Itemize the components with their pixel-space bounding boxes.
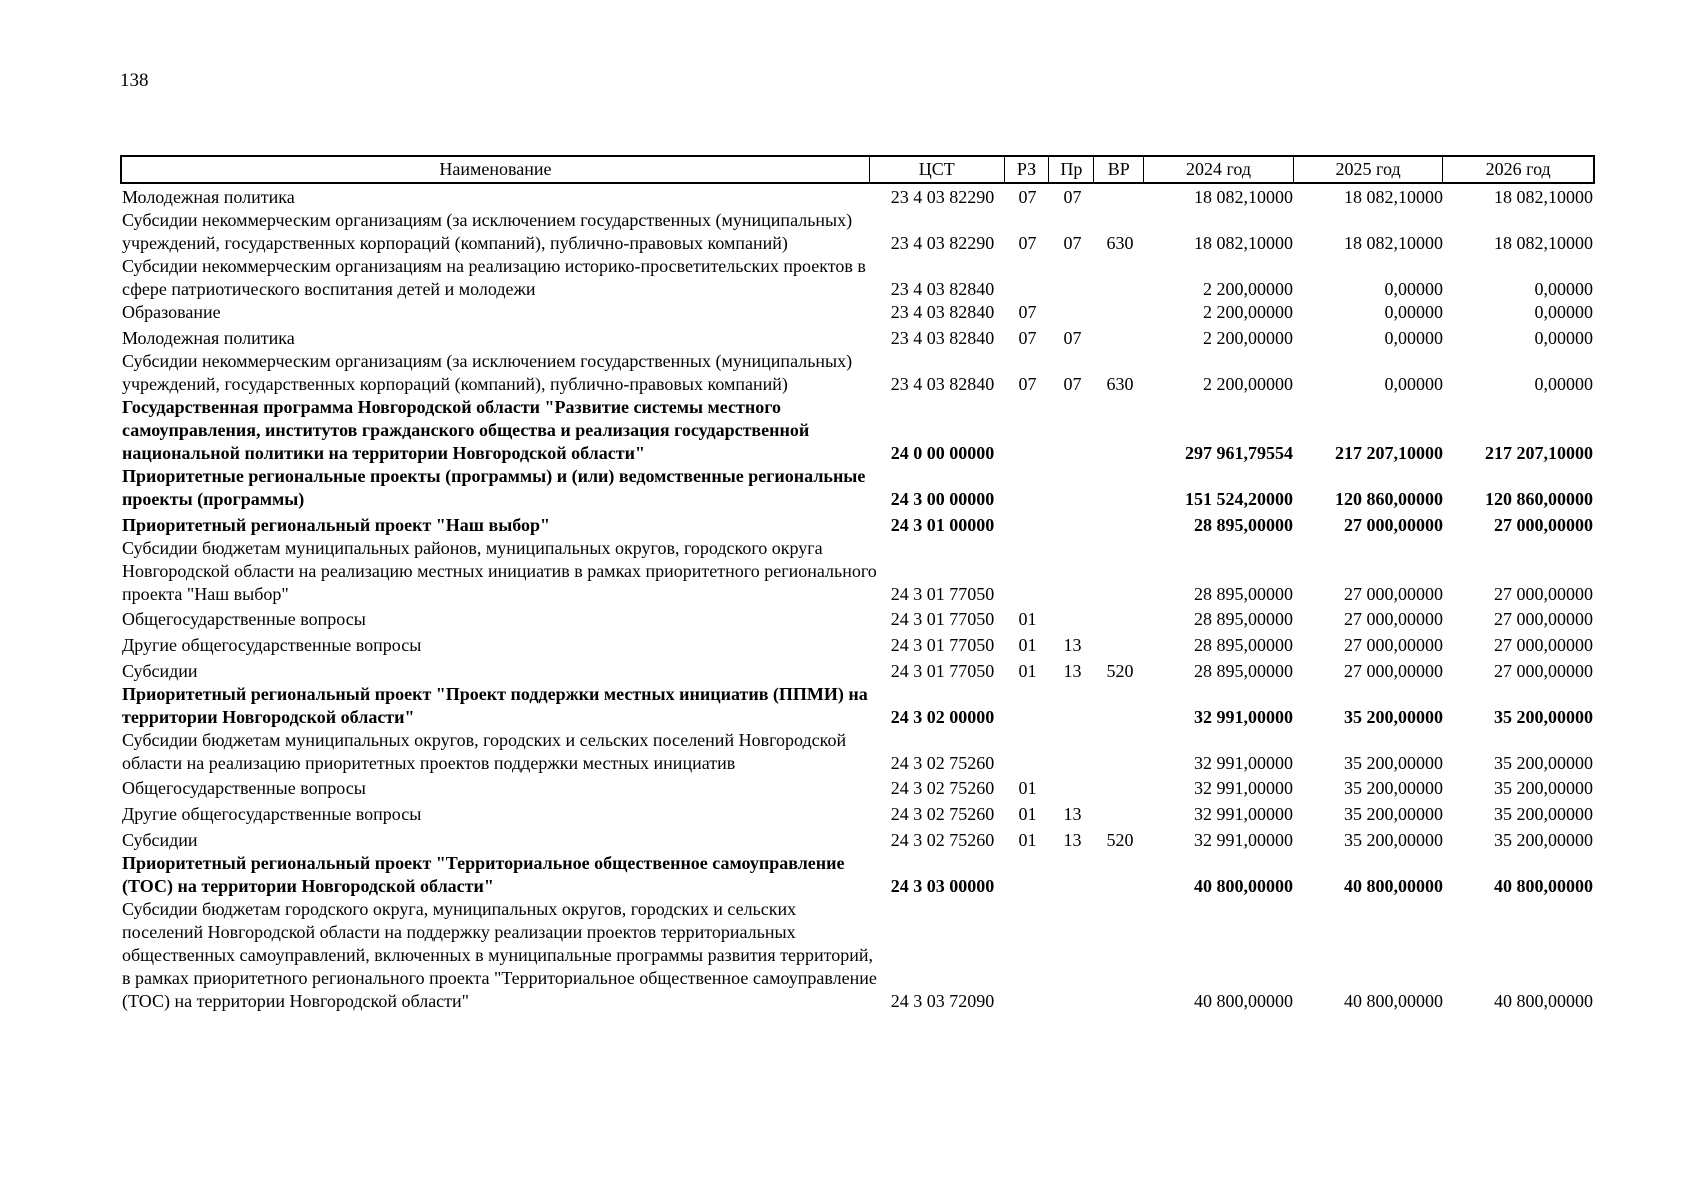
row-2026: 0,00000	[1534, 302, 1593, 322]
table-row	[120, 350, 1595, 396]
row-2025: 0,00000	[1384, 374, 1443, 394]
row-2025: 40 800,00000	[1344, 991, 1443, 1011]
table-row	[120, 514, 1595, 537]
row-name: Государственная программа Новгородской области "Развитие системы местного самоуправления, институтов гражданского общества и реализация государственной национальной политики на территории Новгородской области"	[122, 397, 810, 463]
row-2026: 18 082,10000	[1494, 187, 1593, 207]
row-2025: 0,00000	[1384, 302, 1443, 322]
row-name: Другие общегосударственные вопросы	[122, 635, 422, 655]
row-2026: 35 200,00000	[1494, 753, 1593, 773]
row-2025: 35 200,00000	[1344, 753, 1443, 773]
row-name: Субсидии бюджетам муниципальных районов, муниципальных округов, городского округа Новгородской области на реализацию местных инициатив в рамках приоритетного регионального проекта "Наш выбор"	[122, 538, 877, 604]
header-name: Наименование	[122, 157, 870, 182]
row-cst: 24 3 03 72090	[890, 991, 995, 1011]
row-vr: 520	[1106, 830, 1134, 850]
row-cst: 23 4 03 82840	[890, 374, 995, 394]
row-2026: 27 000,00000	[1494, 661, 1593, 681]
row-cst: 24 3 01 77050	[890, 661, 995, 681]
table-row	[120, 898, 1595, 1013]
row-2025: 27 000,00000	[1344, 635, 1443, 655]
row-2026: 18 082,10000	[1494, 233, 1593, 253]
row-cst: 23 4 03 82840	[890, 302, 995, 322]
row-pr: 07	[1063, 187, 1082, 207]
table-row	[120, 186, 1595, 209]
row-2025: 35 200,00000	[1344, 778, 1443, 798]
row-2024: 2 200,00000	[1203, 302, 1293, 322]
row-2024: 32 991,00000	[1194, 778, 1293, 798]
row-2025: 27 000,00000	[1344, 515, 1443, 535]
row-2026: 40 800,00000	[1494, 991, 1593, 1011]
row-2026: 217 207,10000	[1485, 443, 1593, 463]
table-row	[120, 683, 1595, 729]
row-2025: 35 200,00000	[1344, 707, 1443, 727]
row-pr: 07	[1063, 328, 1082, 348]
row-name: Субсидии некоммерческим организациям на реализацию историко-просветительских проектов в сфере патриотического воспитания детей и молодежи	[122, 256, 866, 299]
row-name: Субсидии некоммерческим организациям (за исключением государственных (муниципальных) учреждений, государственных корпораций (компаний), публично-правовых компаний)	[122, 351, 853, 394]
header-pr: Пр	[1049, 157, 1094, 182]
row-2024: 28 895,00000	[1194, 609, 1293, 629]
row-cst: 24 3 02 00000	[890, 707, 995, 727]
row-2026: 27 000,00000	[1494, 635, 1593, 655]
row-rz: 07	[1018, 302, 1037, 322]
row-name: Другие общегосударственные вопросы	[122, 804, 422, 824]
table-row	[120, 537, 1595, 606]
row-cst: 24 3 03 00000	[890, 876, 995, 896]
row-name: Субсидии бюджетам муниципальных округов, городских и сельских поселений Новгородской области на реализацию приоритетных проектов поддержки местных инициатив	[122, 730, 847, 773]
row-2025: 35 200,00000	[1344, 804, 1443, 824]
row-name: Образование	[122, 302, 221, 322]
row-2024: 2 200,00000	[1203, 374, 1293, 394]
header-rz: РЗ	[1005, 157, 1050, 182]
row-cst: 24 0 00 00000	[890, 443, 995, 463]
row-2024: 32 991,00000	[1194, 753, 1293, 773]
table-row	[120, 608, 1595, 631]
row-cst: 24 3 02 75260	[890, 753, 995, 773]
row-2026: 0,00000	[1534, 328, 1593, 348]
row-name: Приоритетный региональный проект "Проект поддержки местных инициатив (ППМИ) на территории Новгородской области"	[122, 684, 868, 727]
table-row	[120, 729, 1595, 775]
row-2025: 120 860,00000	[1335, 489, 1443, 509]
row-2024: 32 991,00000	[1194, 804, 1293, 824]
row-2024: 40 800,00000	[1194, 876, 1293, 896]
row-cst: 23 4 03 82290	[890, 233, 995, 253]
row-2024: 18 082,10000	[1194, 187, 1293, 207]
row-2024: 28 895,00000	[1194, 515, 1293, 535]
row-name: Приоритетные региональные проекты (программы) и (или) ведомственные региональные проекты (программы)	[122, 466, 866, 509]
row-2026: 35 200,00000	[1494, 707, 1593, 727]
row-cst: 23 4 03 82290	[890, 187, 995, 207]
table-body	[120, 186, 1595, 1013]
row-cst: 24 3 02 75260	[890, 830, 995, 850]
row-2026: 120 860,00000	[1485, 489, 1593, 509]
row-2024: 40 800,00000	[1194, 991, 1293, 1011]
header-vr: ВР	[1094, 157, 1144, 182]
row-cst: 23 4 03 82840	[890, 279, 995, 299]
row-2024: 28 895,00000	[1194, 584, 1293, 604]
row-2025: 18 082,10000	[1344, 233, 1443, 253]
row-rz: 01	[1018, 830, 1037, 850]
row-2025: 0,00000	[1384, 279, 1443, 299]
row-2026: 35 200,00000	[1494, 830, 1593, 850]
page-number: 138	[120, 70, 149, 91]
row-2026: 35 200,00000	[1494, 778, 1593, 798]
row-rz: 01	[1018, 804, 1037, 824]
table-row	[120, 829, 1595, 852]
row-rz: 07	[1018, 374, 1037, 394]
row-2026: 0,00000	[1534, 374, 1593, 394]
row-name: Молодежная политика	[122, 187, 295, 207]
row-name: Приоритетный региональный проект "Наш выбор"	[122, 515, 551, 535]
row-cst: 24 3 00 00000	[890, 489, 995, 509]
row-cst: 24 3 01 77050	[890, 609, 995, 629]
row-vr: 630	[1106, 374, 1134, 394]
row-2024: 297 961,79554	[1185, 443, 1293, 463]
row-2026: 27 000,00000	[1494, 515, 1593, 535]
row-2025: 27 000,00000	[1344, 609, 1443, 629]
row-2025: 217 207,10000	[1335, 443, 1443, 463]
table-row	[120, 803, 1595, 826]
row-2025: 40 800,00000	[1344, 876, 1443, 896]
row-2025: 18 082,10000	[1344, 187, 1443, 207]
row-name: Субсидии некоммерческим организациям (за исключением государственных (муниципальных) учреждений, государственных корпораций (компаний), публично-правовых компаний)	[122, 210, 853, 253]
table-row	[120, 301, 1595, 324]
row-2026: 27 000,00000	[1494, 609, 1593, 629]
row-name: Общегосударственные вопросы	[122, 778, 366, 798]
row-rz: 07	[1018, 187, 1037, 207]
table-row	[120, 852, 1595, 898]
row-rz: 01	[1018, 609, 1037, 629]
table-row	[120, 255, 1595, 301]
row-rz: 01	[1018, 778, 1037, 798]
row-2024: 32 991,00000	[1194, 707, 1293, 727]
row-vr: 630	[1106, 233, 1134, 253]
row-2025: 35 200,00000	[1344, 830, 1443, 850]
row-name: Молодежная политика	[122, 328, 295, 348]
row-name: Приоритетный региональный проект "Территориальное общественное самоуправление (ТОС) на территории Новгородской области"	[122, 853, 845, 896]
row-2024: 2 200,00000	[1203, 328, 1293, 348]
row-2025: 27 000,00000	[1344, 584, 1443, 604]
table-row	[120, 327, 1595, 350]
row-2024: 151 524,20000	[1185, 489, 1293, 509]
row-2026: 0,00000	[1534, 279, 1593, 299]
row-2024: 2 200,00000	[1203, 279, 1293, 299]
row-2025: 27 000,00000	[1344, 661, 1443, 681]
table-row	[120, 777, 1595, 800]
table-row	[120, 209, 1595, 255]
row-name: Субсидии	[122, 661, 198, 681]
row-2026: 35 200,00000	[1494, 804, 1593, 824]
row-pr: 13	[1063, 830, 1082, 850]
row-pr: 07	[1063, 374, 1082, 394]
row-2024: 18 082,10000	[1194, 233, 1293, 253]
row-pr: 13	[1063, 661, 1082, 681]
table-header	[120, 155, 1595, 184]
header-2026: 2026 год	[1485, 159, 1551, 179]
row-2026: 27 000,00000	[1494, 584, 1593, 604]
row-name: Общегосударственные вопросы	[122, 609, 366, 629]
row-name: Субсидии бюджетам городского округа, муниципальных округов, городских и сельских поселений Новгородской области на поддержку реализации проектов территориальных общественных самоуправлений, включенных в муниципальные программы развития территорий, в рамках приоритетного регионального проекта "Территориальное общественное самоуправление (ТОС) на территории Новгородской области"	[122, 899, 877, 1011]
row-2026: 40 800,00000	[1494, 876, 1593, 896]
table-row	[120, 396, 1595, 465]
header-cst: ЦСТ	[870, 157, 1005, 182]
table-row	[120, 634, 1595, 657]
header-2025: 2025 год	[1294, 157, 1444, 182]
row-cst: 24 3 02 75260	[890, 778, 995, 798]
row-pr: 13	[1063, 804, 1082, 824]
row-cst: 24 3 01 77050	[890, 635, 995, 655]
row-2025: 0,00000	[1384, 328, 1443, 348]
row-rz: 01	[1018, 635, 1037, 655]
row-2024: 28 895,00000	[1194, 635, 1293, 655]
row-2024: 32 991,00000	[1194, 830, 1293, 850]
row-name: Субсидии	[122, 830, 198, 850]
row-2024: 28 895,00000	[1194, 661, 1293, 681]
table-row	[120, 660, 1595, 683]
row-rz: 07	[1018, 233, 1037, 253]
row-pr: 07	[1063, 233, 1082, 253]
row-pr: 13	[1063, 635, 1082, 655]
row-cst: 24 3 02 75260	[890, 804, 995, 824]
row-cst: 24 3 01 77050	[890, 584, 995, 604]
row-rz: 01	[1018, 661, 1037, 681]
row-rz: 07	[1018, 328, 1037, 348]
row-cst: 23 4 03 82840	[890, 328, 995, 348]
table-row	[120, 465, 1595, 511]
row-vr: 520	[1106, 661, 1134, 681]
header-2024: 2024 год	[1144, 157, 1294, 182]
row-cst: 24 3 01 00000	[890, 515, 995, 535]
